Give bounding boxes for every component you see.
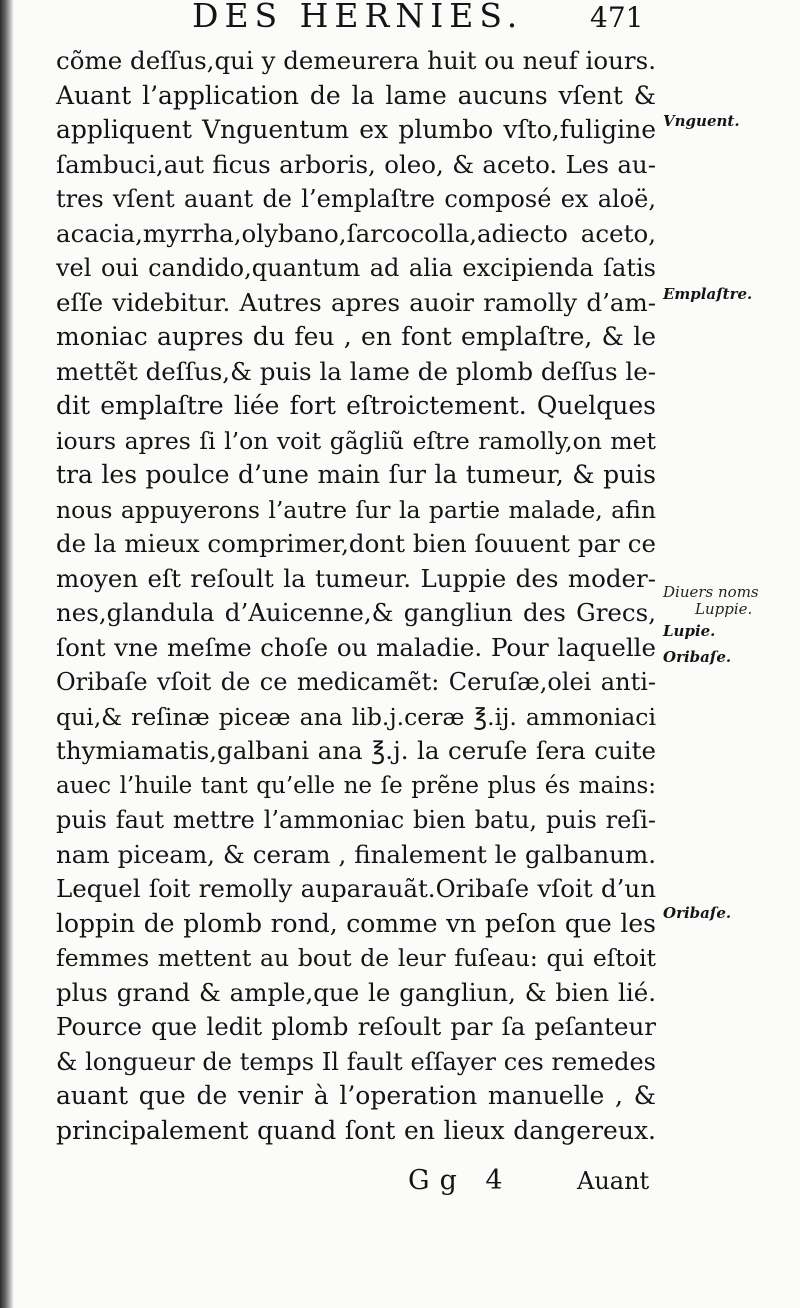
text-line: qui,& reſinæ piceæ ana lib.j.ceræ ℥.ij. ammoniaci (56, 702, 656, 731)
catchword: Auant (577, 1167, 650, 1195)
text-line: auec l’huile tant qu’elle ne ſe prẽne plus és mains: (56, 772, 656, 799)
text-line: acacia,myrrha,olybano,ſarcocolla,adiecto aceto, (56, 218, 656, 248)
text-line: moniac aupres du feu , en font emplaſtre, & le (56, 322, 656, 351)
text-line: loppin de plomb rond, comme vn peſon que les (56, 908, 656, 938)
text-line: nam piceam, & ceram , finalement le galbanum. (56, 839, 656, 869)
margin-note-oribase: Oribaſe. (663, 648, 732, 666)
handwritten-note-diuers-noms: Diuers noms (663, 583, 759, 601)
text-line: thymiamatis,galbani ana ℥.j. la ceruſe ſera cuite (56, 736, 656, 765)
body-text (56, 44, 656, 1148)
text-line: moyen eſt reſoult la tumeur. Luppie des moder- (56, 563, 656, 593)
text-line: & longueur de temps Il fault eſſayer ces remedes (56, 1047, 656, 1076)
text-line: iours apres ſi l’on voit gãgliũ eſtre ramolly,on met (56, 426, 656, 455)
text-line: dit emplaſtre liée fort eſtroictement. Quelques (56, 391, 656, 420)
text-line: ſambuci,aut ficus arboris, oleo, & aceto. Les au- (56, 149, 656, 179)
text-line: auant que de venir à l’operation manuelle , & (56, 1081, 656, 1110)
text-line: tra les poulce d’une main ſur la tumeur, & puis (56, 460, 656, 489)
text-line: nes,glandula d’Auicenne,& gangliun des Grecs, (56, 598, 656, 627)
text-line: puis faut mettre l’ammoniac bien batu, puis reſi- (56, 806, 656, 834)
text-line: de la mieux comprimer,dont bien ſouuent par ce (56, 529, 656, 558)
running-title: DES HERNIES. (192, 0, 524, 35)
text-line: plus grand & ample,que le gangliun, & bien lié. (56, 977, 656, 1007)
text-line: appliquent Vnguentum ex plumbo vſto,fuligine (56, 115, 656, 144)
text-line: mettẽt deſſus,& puis la lame de plomb deſſus le- (56, 356, 656, 386)
text-line: Oribaſe vſoit de ce medicamẽt: Ceruſæ,olei anti- (56, 668, 656, 696)
margin-notes (655, 0, 800, 1308)
text-line: vel oui candido,quantum ad alia excipienda ſatis (56, 254, 656, 282)
text-line: femmes mettent au bout de leur fuſeau: qui eſtoit (56, 944, 656, 972)
text-line: Pource que ledit plomb reſoult par ſa peſanteur (56, 1012, 656, 1041)
text-line: cõme deſſus,qui y demeurera huit ou neuf iours. (56, 46, 656, 75)
page-number: 471 (590, 1, 644, 34)
handwritten-note-luppie: Luppie. (695, 600, 753, 618)
text-line: principalement quand ſont en lieux dangereux. (56, 1115, 656, 1145)
page-footer (0, 1164, 800, 1204)
signature-mark: Gg 4 (408, 1165, 513, 1196)
binding-shadow (0, 0, 14, 1308)
text-line: eſſe videbitur. Autres apres auoir ramolly d’am- (56, 287, 656, 317)
text-line: tres vſent auant de l’emplaſtre composé ex aloë, (56, 185, 656, 213)
text-line: ſont vne meſme choſe ou maladie. Pour laquelle (56, 632, 656, 662)
text-line: nous appuyerons l’autre ſur la partie malade, afin (56, 495, 656, 524)
margin-note-lupie: Lupie. (663, 622, 716, 640)
margin-note-emplastre: Emplaſtre. (663, 285, 753, 303)
text-line: Auant l’application de la lame aucuns vſent & (56, 80, 656, 110)
margin-note-vnguent: Vnguent. (663, 112, 740, 130)
margin-note-oribase-2: Oribaſe. (663, 904, 732, 922)
text-line: Lequel ſoit remolly auparauãt.Oribaſe vſoit d’un (56, 874, 656, 903)
